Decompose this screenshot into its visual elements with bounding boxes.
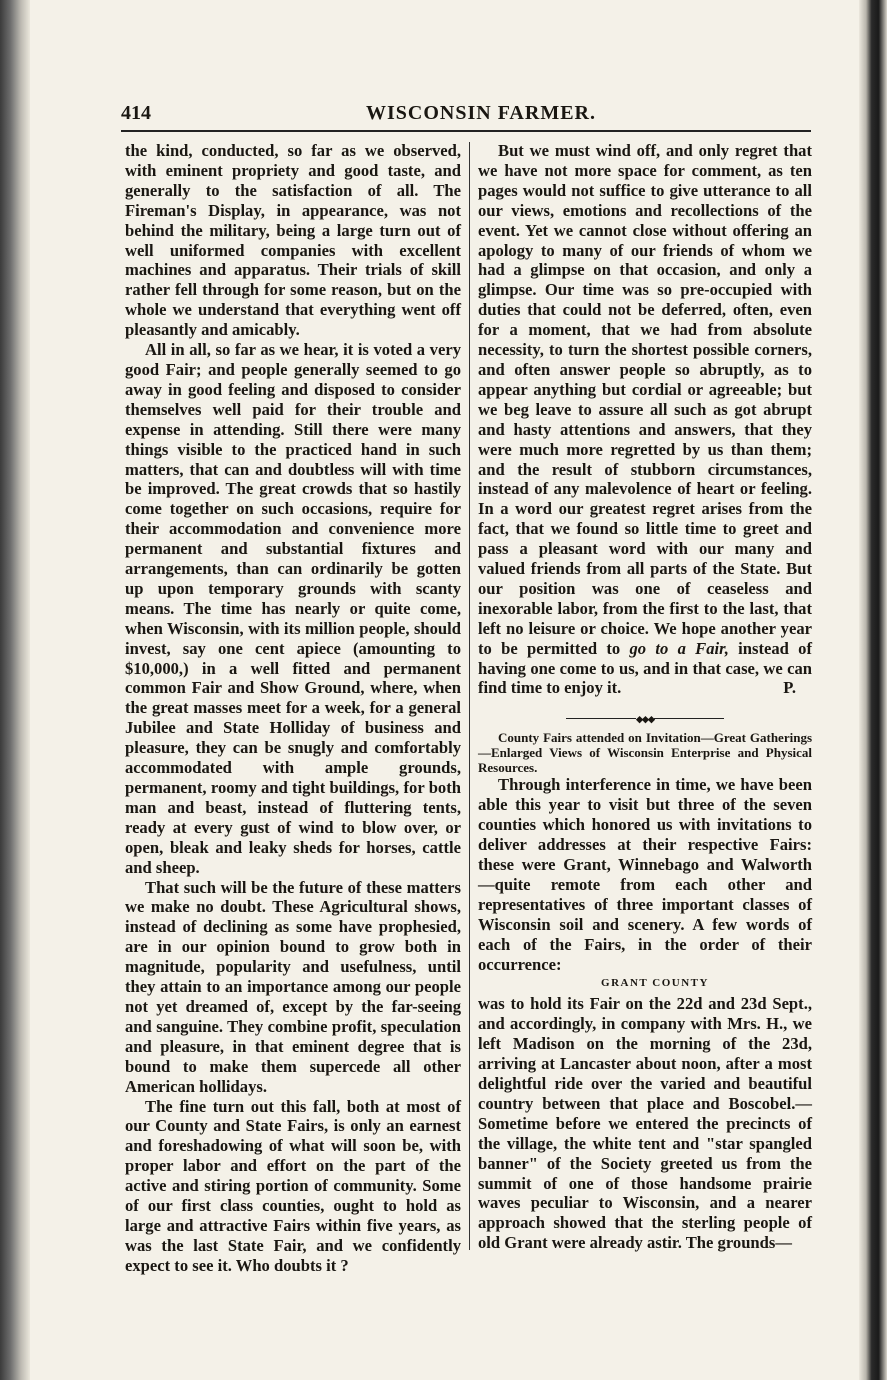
running-head: WISCONSIN FARMER. [366, 102, 596, 124]
closing-tail-text: instead of having one come to us, and in that case, we can find time to enjoy it. [478, 638, 812, 698]
column-rule [469, 142, 470, 1250]
right-column [478, 141, 812, 1253]
left-column [125, 141, 461, 1276]
article-title: County Fairs attended on Invitation—Great Gatherings—Enlarged Views of Wisconsin Enterprise and Physical Resources. [478, 730, 812, 776]
paragraph: All in all, so far as we hear, it is voted a very good Fair; and people generally seemed to go away in good feeling and disposed to consider themselves well paid for their trouble and expense in attending. Still there were many things visible to the practiced hand in such matters, that can and doubtless will with time be improved. The great crowds that so hastily come together on such occasions, require for their accommodation and convenience more permanent and substantial fixtures and arrangements, than can ordinarily be gotten up upon temporary grounds with scanty means. The time has nearly or quite come, when Wisconsin, with its million people, should invest, say one cent apiece (amounting to $10,000,) in a well fitted and permanent common Fair and Show Ground, where, when the great masses meet for a week, for a general Jubilee and State Holliday of business and pleasure, they can be snugly and comfortably accommodated with ample grounds, permanent, roomy and tight buildings, for both man and beast, instead of fluttering tents, ready at every gust of wind to blow over, or open, bleak and leaky sheds for horses, cattle and sheep. [125, 340, 461, 877]
divider-rule-left [566, 718, 636, 719]
paragraph: The fine turn out this fall, both at most of our County and State Fairs, is only an earnest and foreshadowing of what will soon be, with proper labor and effort on the part of the active and stiring portion of community. Some of our first class counties, ought to hold as large and attractive Fairs within five years, as was the last State Fair, and we confidently expect to see it. Who doubts it ? [125, 1096, 461, 1275]
paragraph: was to hold its Fair on the 22d and 23d Sept., and accordingly, in company with Mrs. H., we left Madison on the morning of the 23d, arriving at Lancaster about noon, after a most delightful ride over the varied and beautiful country between that place and Boscobel.— Sometime before we entered the precincts of the village, the white tent and "star spangled banner" of the Society greeted us from the summit of one of those handsome prairie waves peculiar to Wisconsin, and a nearer approach showed that the sterling people of old Grant were already astir. The grounds— [478, 994, 812, 1253]
paragraph: That such will be the future of these matters we make no doubt. These Agricultural shows, instead of declining as some have prophesied, are in our opinion bound to grow both in magnitude, popularity and usefulness, until they attain to an importance among our people not yet dreamed of, except by the far-seeing and sanguine. They combine profit, speculation and pleasure, in that eminent degree that is bound to make them supercede all other American hollidays. [125, 877, 461, 1096]
paragraph: the kind, conducted, so far as we observed, with eminent propriety and good taste, and generally to the satisfaction of all. The Fireman's Display, in appearance, was not behind the military, being a large turn out of well uniformed companies with excellent machines and apparatus. Their trials of skill rather fell through for some reason, but on the whole we understand that everything went off pleasantly and amicably. [125, 141, 461, 340]
closing-paragraph [478, 141, 812, 698]
divider-ornament: ◆◆◆ [636, 714, 654, 725]
author-signature: P. [783, 678, 796, 698]
binding-shadow-right [859, 0, 887, 1380]
closing-text: But we must wind off, and only regret that we have not more space for comment, as ten pages would not suffice to give utterance to all our views, emotions and recollections of the event. Yet we cannot close without offering an apology to many of our friends of whom we had a glimpse on that occasion, and only a glimpse. Our time was so pre-occupied with duties that could not be deferred, often, even for a moment, that we had from absolute necessity, to turn the shortest possible corners, and often answer people so abruptly, as to appear anything but cordial or agreeable; but we beg leave to assure all such as got abrupt and hasty attentions and answers, that they were much more regretted by us than them; and the result of stubborn circumstances, instead of any malevolence of heart or feeling. In a word our greatest regret arises from the fact, that we found so little time to greet and pass a pleasant word with our many and valued friends from all parts of the State. But our position was one of ceaseless and inexorable labor, from the first to the last, that left no leisure or choice. We hope another year to be permitted to [478, 141, 812, 658]
binding-shadow-left [0, 0, 30, 1380]
closing-italic-text: go to a Fair, [629, 638, 729, 658]
subheading-grant-county: GRANT COUNTY [601, 977, 709, 990]
divider-rule-right [654, 718, 724, 719]
paragraph: Through interference in time, we have been able this year to visit but three of the seven counties which honored us with invitations to deliver addresses at their respective Fairs: these were Grant, Winnebago and Walworth —quite remote from each other and representatives of three important classes of Wisconsin soil and scenery. A few words of each of the Fairs, in the order of their occurrence: [478, 775, 812, 974]
page-number: 414 [121, 102, 151, 124]
section-divider [478, 714, 812, 724]
header-rule [121, 130, 811, 132]
